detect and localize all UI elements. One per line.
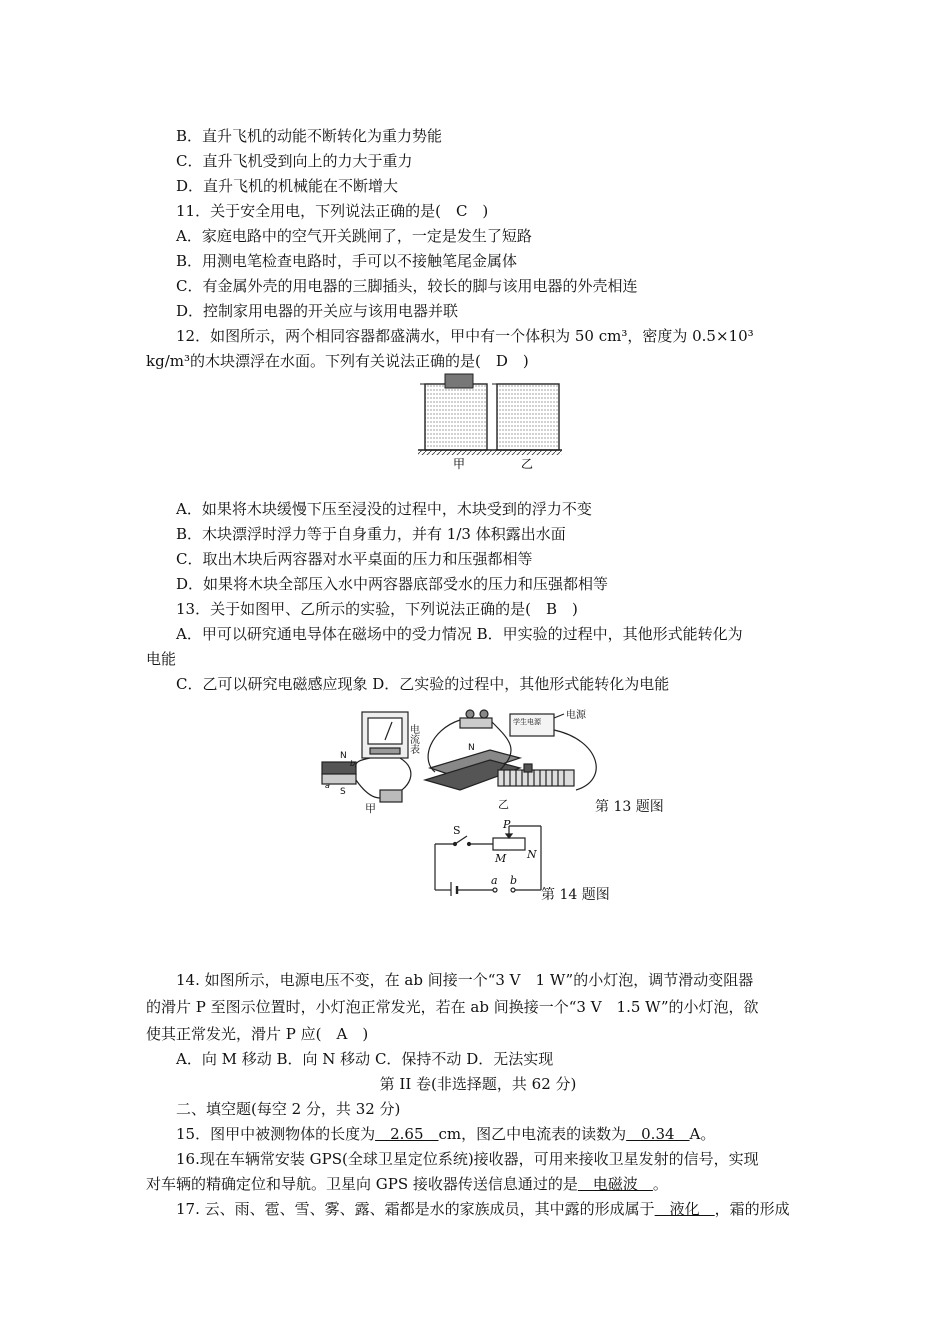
q14-stem-line3: 使其正常发光，滑片 P 应( A ) (146, 1025, 369, 1043)
supply-box-label: 学生电源 (513, 718, 541, 726)
ammeter-label: 电流表 (407, 724, 419, 754)
q13-options-ab-line1: A．甲可以研究通电导体在磁场中的受力情况 B．甲实验的过程中，其他形式能转化为 (176, 625, 743, 643)
q14-figure (425, 818, 555, 896)
q10-option-c: C．直升飞机受到向上的力大于重力 (176, 152, 413, 170)
q15-answer-length: 2.65 (375, 1125, 439, 1143)
switch-yi (460, 710, 492, 728)
q15-line (176, 1123, 810, 1145)
container-yi (497, 384, 559, 450)
label-jia: 甲 (453, 457, 466, 471)
svg-text:a: a (325, 781, 330, 790)
label-a: a (491, 874, 498, 887)
label-p: P (503, 818, 511, 831)
q12-option-b: B．木块漂浮时浮力等于自身重力，并有 1/3 体积露出水面 (176, 525, 566, 543)
label-yi: 乙 (521, 457, 534, 471)
svg-text:S: S (340, 787, 346, 797)
q17-line (176, 1198, 810, 1220)
q11-stem: 11．关于安全用电，下列说法正确的是( C ) (176, 202, 489, 220)
container-jia (425, 384, 487, 450)
label-yi-13: 乙 (498, 798, 509, 811)
q13-options-ab-line2: 电能 (146, 650, 177, 668)
q10-option-b: B．直升飞机的动能不断转化为重力势能 (176, 127, 443, 145)
q16-line2 (146, 1173, 810, 1195)
q11-option-d: D．控制家用电器的开关应与该用电器并联 (176, 302, 459, 320)
q14-options: A．向 M 移动 B．向 N 移动 C．保持不动 D．无法实现 (176, 1050, 554, 1068)
svg-text:N: N (340, 751, 347, 761)
q12-stem-line1: 12．如图所示，两个相同容器都盛满水，甲中有一个体积为 50 cm³，密度为 0.5×10³ (176, 327, 754, 345)
table-surface (418, 450, 562, 455)
q14-caption: 第 14 题图 (541, 887, 610, 903)
q12-option-c: C．取出木块后两容器对水平桌面的压力和压强都相等 (176, 550, 533, 568)
part2-heading: 第 II 卷(非选择题，共 62 分) (379, 1075, 577, 1093)
q16-line1: 16.现在车辆常安装 GPS(全球卫星定位系统)接收器，可用来接收卫星发射的信号，实现 (176, 1150, 759, 1168)
svg-text:N: N (468, 743, 475, 753)
q16-answer: 电磁波 (577, 1175, 653, 1193)
q17-text-pre: 17. 云、雨、雹、雪、雾、露、霜都是水的家族成员，其中露的形成属于 (176, 1200, 655, 1218)
section2-heading: 二、填空题(每空 2 分，共 32 分) (176, 1100, 401, 1118)
svg-text:b: b (350, 759, 356, 768)
q16-text-post: 。 (652, 1175, 668, 1193)
q15-text-pre: 15．图甲中被测物体的长度为 (176, 1125, 376, 1143)
q15-text-mid: cm，图乙中电流表的读数为 (438, 1125, 627, 1143)
q17-answer: 液化 (654, 1200, 715, 1218)
label-n: N (527, 848, 537, 861)
label-b: b (510, 874, 518, 887)
label-s: S (453, 824, 461, 837)
q15-answer-current: 0.34 (626, 1125, 690, 1143)
q12-option-a: A．如果将木块缓慢下压至浸没的过程中，木块受到的浮力不变 (176, 500, 592, 518)
q12-figure (415, 372, 565, 472)
q13-options-cd: C．乙可以研究电磁感应现象 D．乙实验的过程中，其他形式能转化为电能 (176, 675, 670, 693)
q11-option-c: C．有金属外壳的用电器的三脚插头，较长的脚与该用电器的外壳相连 (176, 277, 638, 295)
q14-stem-line1: 14. 如图所示，电源电压不变，在 ab 间接一个“3 V 1 W”的小灯泡，调节滑动变阻器 (176, 971, 754, 989)
q14-stem-line2: 的滑片 P 至图示位置时，小灯泡正常发光，若在 ab 间换接一个“3 V 1.5 W”的小灯泡，欲 (146, 998, 759, 1016)
q11-option-b: B．用测电笔检查电路时，手可以不接触笔尾金属体 (176, 252, 518, 270)
q10-option-d: D．直升飞机的机械能在不断增大 (176, 177, 399, 195)
label-jia-13: 甲 (365, 802, 376, 815)
q13-stem: 13．关于如图甲、乙所示的实验，下列说法正确的是( B ) (176, 600, 578, 618)
q16-text-pre: 对车辆的精确定位和导航。卫星向 GPS 接收器传送信息通过的是 (146, 1175, 578, 1193)
rheostat-mn (493, 838, 525, 850)
wood-block (445, 374, 473, 388)
q15-text-post: A。 (689, 1125, 716, 1143)
power-label: 电源 (566, 710, 586, 721)
q12-stem-line2: kg/m³的木块漂浮在水面。下列有关说法正确的是( D ) (146, 352, 529, 370)
q17-text-post: ，霜的形成 (714, 1200, 790, 1218)
q12-option-d: D．如果将木块全部压入水中两容器底部受水的压力和压强都相等 (176, 575, 609, 593)
switch-s (455, 836, 467, 844)
switch-jia (380, 790, 402, 802)
label-m: M (495, 852, 507, 865)
q13-caption: 第 13 题图 (595, 799, 664, 815)
q11-option-a: A．家庭电路中的空气开关跳闸了，一定是发生了短路 (176, 227, 532, 245)
ammeter-diagram (362, 712, 408, 758)
